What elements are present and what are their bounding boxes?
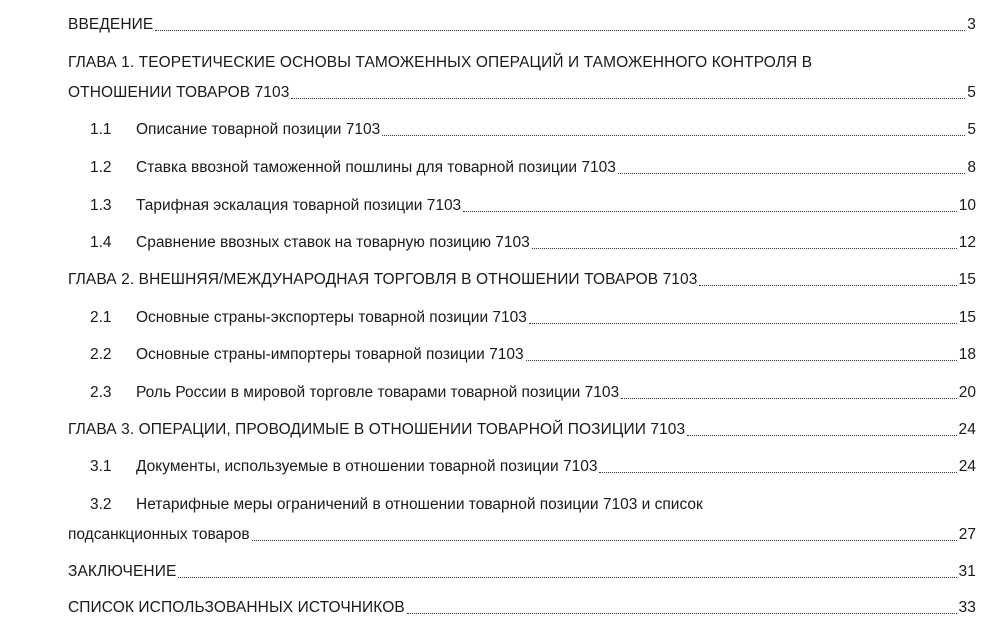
toc-entry-section-1-4: [68, 233, 976, 253]
toc-page-number: 24: [958, 421, 976, 438]
toc-entry-title: ВВЕДЕНИЕ: [68, 16, 154, 33]
toc-entry-title: Сравнение ввозных ставок на товарную позицию 7103: [136, 234, 530, 251]
toc-page-number: 33: [958, 599, 976, 616]
section-number: 1.2: [90, 159, 112, 176]
section-number: 2.1: [90, 309, 112, 326]
dot-leader: [178, 577, 956, 578]
section-number: 1.3: [90, 197, 112, 214]
toc-entry-title: ГЛАВА 2. ВНЕШНЯЯ/МЕЖДУНАРОДНАЯ ТОРГОВЛЯ В ОТНОШЕНИИ ТОВАРОВ 7103: [68, 271, 698, 288]
toc-entry-title-line1: ГЛАВА 1. ТЕОРЕТИЧЕСКИЕ ОСНОВЫ ТАМОЖЕННЫХ ОПЕРАЦИЙ И ТАМОЖЕННОГО КОНТРОЛЯ В: [68, 54, 813, 71]
toc-page-number: 27: [958, 526, 976, 543]
toc-page-number: 18: [958, 346, 976, 363]
section-number: 3.2: [90, 496, 112, 513]
toc-entry-section-2-3: [68, 383, 976, 403]
toc-entry-title-line2: ОТНОШЕНИИ ТОВАРОВ 7103: [68, 84, 290, 101]
toc-entry-chapter-2: [68, 270, 976, 290]
dot-leader: [407, 613, 957, 614]
toc-page-number: 24: [958, 458, 976, 475]
toc-entry-conclusion: [68, 562, 976, 582]
toc-entry-title-text: Нетарифные меры ограничений в отношении товарной позиции 7103 и список: [136, 496, 703, 513]
toc-entry-section-3-1: [68, 457, 976, 477]
section-number: 2.3: [90, 384, 112, 401]
dot-leader: [687, 435, 956, 436]
toc-entry-title: Ставка ввозной таможенной пошлины для товарной позиции 7103: [136, 159, 616, 176]
toc-entry-title: Основные страны-импортеры товарной позиции 7103: [136, 346, 524, 363]
dot-leader: [621, 398, 957, 399]
toc-entry-title: ГЛАВА 3. ОПЕРАЦИИ, ПРОВОДИМЫЕ В ОТНОШЕНИИ ТОВАРНОЙ ПОЗИЦИИ 7103: [68, 421, 686, 438]
toc-page-number: 5: [967, 121, 976, 138]
toc-entry-title: Тарифная эскалация товарной позиции 7103: [136, 197, 462, 214]
toc-entry-title: ЗАКЛЮЧЕНИЕ: [68, 563, 177, 580]
dot-leader: [599, 472, 956, 473]
section-number: 1.4: [90, 234, 112, 251]
toc-page-number: 8: [967, 159, 976, 176]
toc-entry-title-line1: [68, 495, 976, 515]
dot-leader: [382, 135, 965, 136]
toc-entry-title: Документы, используемые в отношении товарной позиции 7103: [136, 458, 598, 475]
toc-page-number: 10: [958, 197, 976, 214]
toc-page-number: 5: [967, 84, 976, 101]
section-number: 1.1: [90, 121, 112, 138]
toc-entry-section-3-2: [68, 495, 976, 545]
dot-leader: [252, 540, 957, 541]
toc-page-number: 12: [958, 234, 976, 251]
toc-page-number: 15: [958, 309, 976, 326]
toc-page-number: 3: [967, 16, 976, 33]
toc-entry-section-2-2: [68, 345, 976, 365]
toc-entry-title: Описание товарной позиции 7103: [136, 121, 381, 138]
section-number: 2.2: [90, 346, 112, 363]
dot-leader: [291, 98, 965, 99]
toc-page-number: 31: [958, 563, 976, 580]
toc-entry-title: Основные страны-экспортеры товарной позиции 7103: [136, 309, 527, 326]
dot-leader: [463, 211, 957, 212]
section-number: 3.1: [90, 458, 112, 475]
toc-entry-title: СПИСОК ИСПОЛЬЗОВАННЫХ ИСТОЧНИКОВ: [68, 599, 405, 616]
dot-leader: [699, 285, 956, 286]
dot-leader: [532, 248, 957, 249]
toc-entry-sources: [68, 598, 976, 618]
toc-entry-intro: [68, 15, 976, 35]
dot-leader: [529, 323, 957, 324]
toc-entry-section-1-1: [68, 120, 976, 140]
toc-entry-section-1-2: [68, 158, 976, 178]
dot-leader: [618, 173, 965, 174]
toc-entry-chapter-3: [68, 420, 976, 440]
toc-page-number: 20: [958, 384, 976, 401]
toc-entry-title-line2: подсанкционных товаров: [68, 526, 250, 543]
toc-entry-section-1-3: [68, 196, 976, 216]
dot-leader: [526, 360, 957, 361]
dot-leader: [155, 30, 965, 31]
toc-entry-chapter-1: [68, 53, 976, 103]
toc-page-number: 15: [958, 271, 976, 288]
toc-entry-title: Роль России в мировой торговле товарами товарной позиции 7103: [136, 384, 620, 401]
toc-entry-section-2-1: [68, 308, 976, 328]
